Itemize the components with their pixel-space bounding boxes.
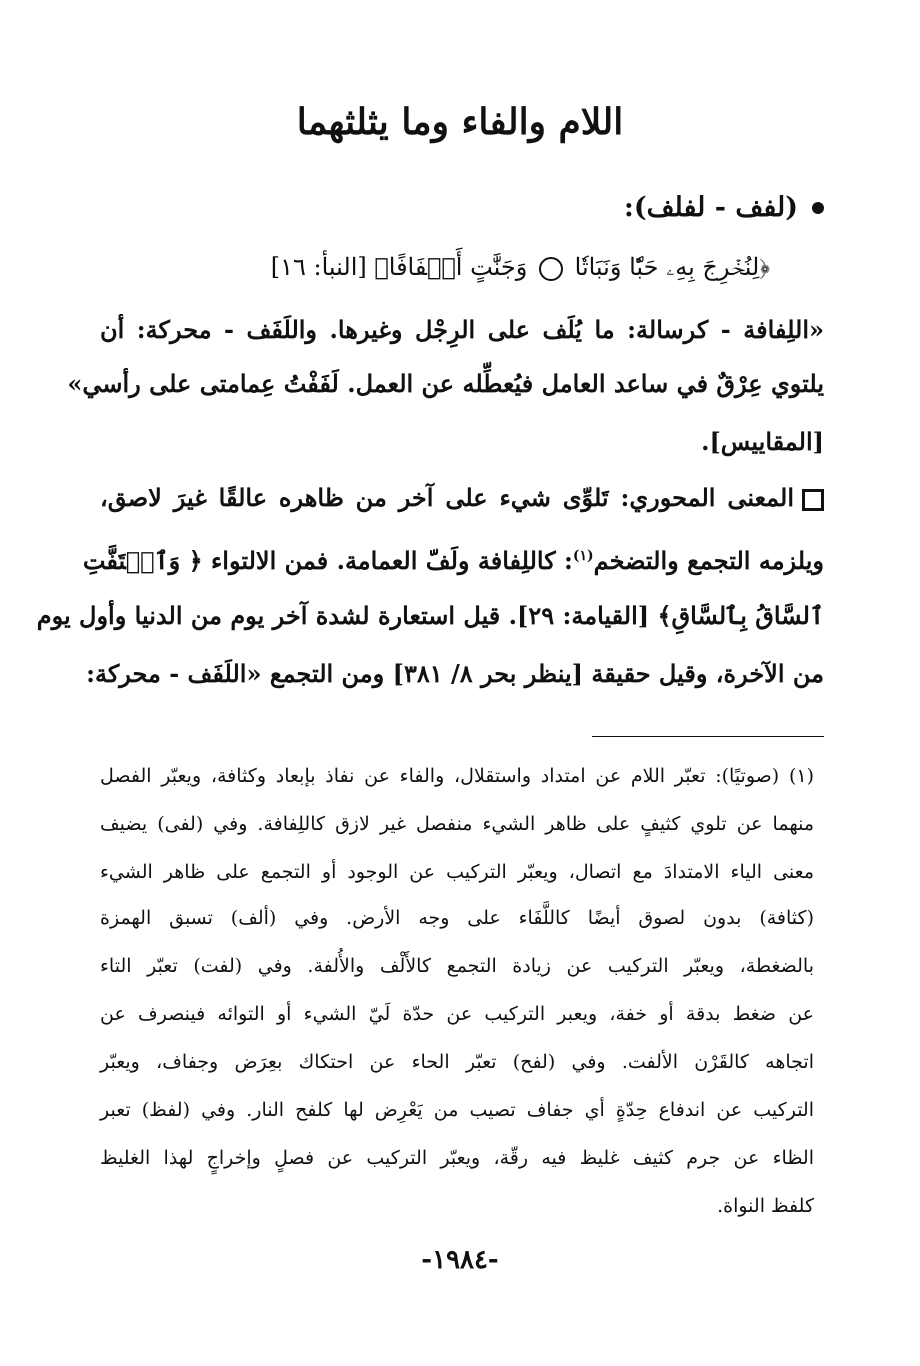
meaning-text-2a: ويلزمه التجمع والتضخم (593, 546, 824, 575)
footnote-line-1: (١) (صوتيًا): تعبّر اللام عن امتداد واستقلال، والفاء عن نفاذ بإبعاد وكثافة، ويعبّر الفصل (100, 765, 814, 787)
footnote-line-3: معنى الياء الامتدادَ مع اتصال، ويعبّر التركيب عن الوجود أو التجمع على ظاهر الشيء (100, 861, 814, 883)
meaning-line-2 (82, 530, 824, 587)
footnote-line-8: التركيب عن اندفاع حِدّةٍ أي جفاف تصيب من يَعْرِض لها كلفح النار. وفي (لفظ) تعبر (100, 1099, 814, 1121)
footnote-marker: (١) (572, 548, 594, 564)
footnote-line-7: اتجاهه كالقَرْن الألفت. وفي (لفح) تعبّر الحاء عن احتكاك بعِرَض وجفاف، ويعبّر (100, 1051, 814, 1073)
quran-verse (271, 244, 770, 290)
body-line-2: يلتوي عِرْقٌ في ساعد العامل فيُعطِّله عن العمل. لَفَفْتُ عِمامتى على رأسي» (67, 369, 824, 398)
meaning-line-3: ٱلسَّاقُ بِٱلسَّاقِ﴾ [القيامة: ٢٩]. قيل استعارة لشدة آخر يوم من الدنيا وأول يوم (36, 601, 824, 630)
body-line-1: «اللِفافة - كرسالة: ما يُلَف على الرِجْل وغيرها. واللَفَف - محركة: أن (100, 315, 824, 344)
meaning-line-1 (100, 472, 824, 524)
entry-heading (624, 186, 824, 230)
meaning-label: المعنى المحوري: (620, 483, 795, 512)
footnote-line-5: بالضغطة، ويعبّر التركيب عن زيادة التجمع كالأَلْف والأُلفة. وفي (لفت) تعبّر التاء (100, 955, 814, 977)
chapter-title: اللام والفاء وما يثلثهما (296, 101, 624, 143)
meaning-text-1: تَلوِّى شيء على آخر من ظاهره عالقًا غيرَ لاصق، (100, 483, 609, 512)
verse-part-2: وَجَنَّٰتٍ أَلۡفَافًا﴾ [النبأ: ١٦] (270, 253, 528, 281)
footnote-line-4: (كثافة) بدون لصوق أيضًا كاللَّفَاء على وجه الأرض. وفي (ألف) تسبق الهمزة (100, 907, 814, 929)
footnote-divider (592, 736, 824, 737)
footnote-line-6: عن ضغط بدقة أو خفة، ويعبر التركيب عن حدّة لَيّ الشيء أو التوائه فينصرف عن (100, 1003, 814, 1025)
meaning-text-2b: : كاللِفافة ولَفّ العمامة. فمن الالتواء ﴿ وَٱلۡتَفَّتِ (82, 546, 573, 575)
body-line-3: [المقاييس]. (701, 427, 824, 456)
entry-heading-text: (لفف - لفلف): (623, 192, 798, 223)
verse-part-1: ﴿لِنُخۡرِجَ بِهِۦ حَبّٗا وَنَبَاتٗا (574, 253, 770, 281)
footnote-line-9: الظاء عن جرم كثيف غليظ فيه رقّة، ويعبّر التركيب عن فصلٍ وإخراجٍ لهذا الغليظ (100, 1147, 814, 1169)
verse-end-icon (539, 257, 563, 281)
bullet-icon (812, 202, 824, 214)
footnote-line-2: منهما عن تلوي كثيفٍ على ظاهر الشيء منفصل غير لازق كاللِفافة. وفي (لفى) يضيف (100, 813, 814, 835)
page-number: -١٩٨٤- (421, 1245, 499, 1275)
meaning-line-4: من الآخرة، وقيل حقيقة [ينظر بحر ٨/ ٣٨١] ومن التجمع «اللَفَف - محركة: (86, 659, 824, 688)
square-bullet-icon (802, 489, 824, 511)
footnote-line-10: كلفظ النواة. (717, 1195, 814, 1217)
